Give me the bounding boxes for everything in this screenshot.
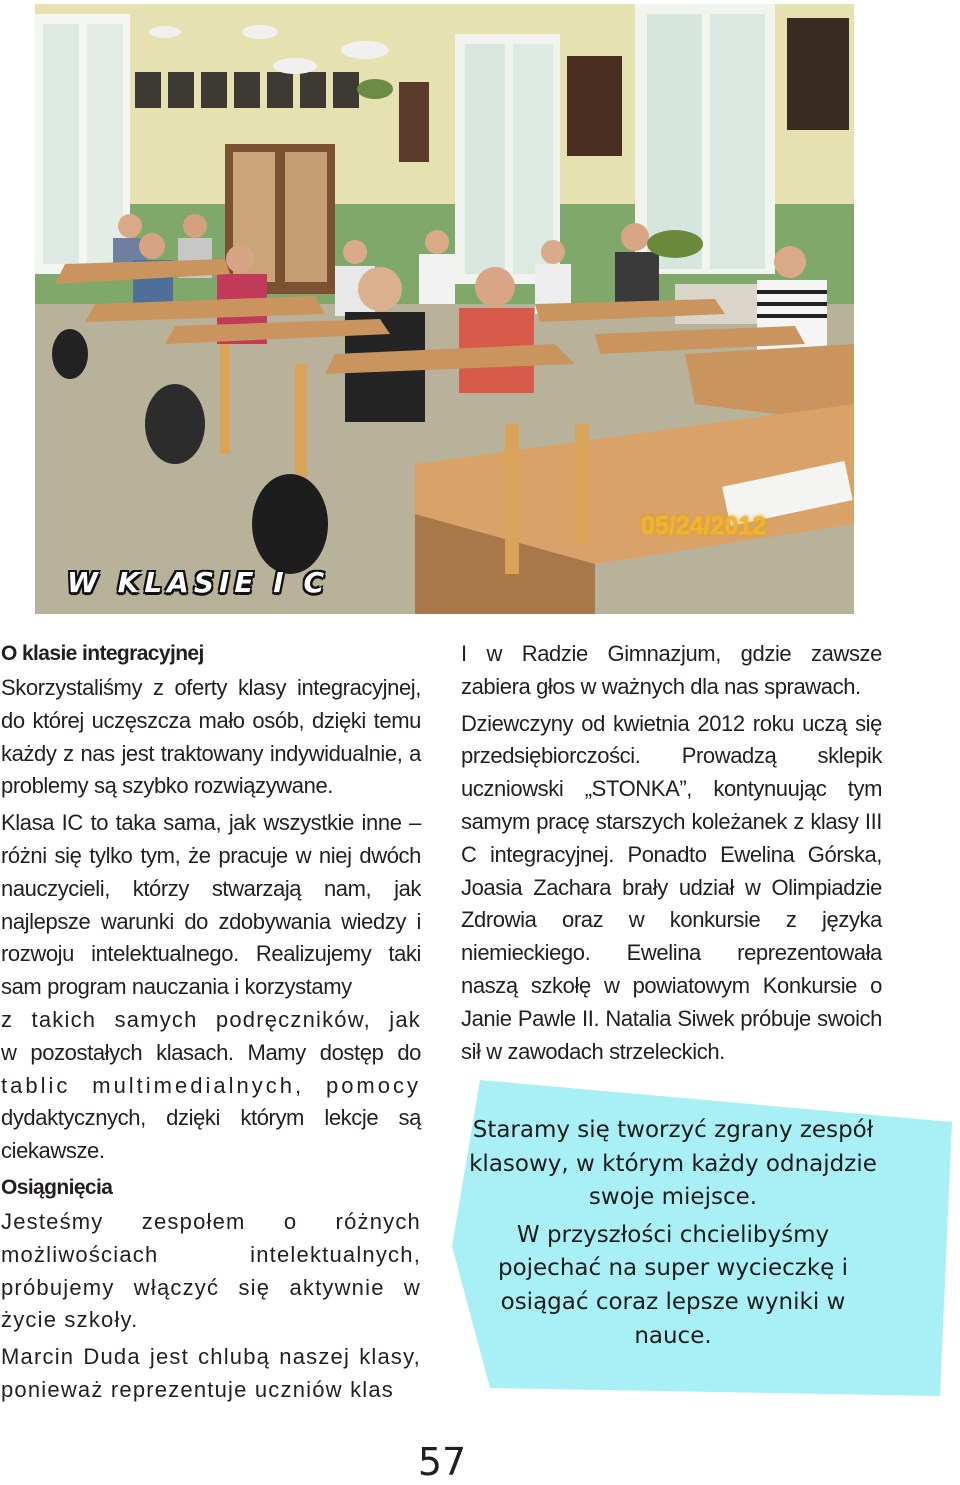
paragraph-girls: Dziewczyny od kwietnia 2012 roku uczą się przedsiębiorczości. Prowadzą sklepik uczniowski „STONKA”, kontynuując tym samym pracę starszych koleżanek z klasy III C integracyjnej. Ponadto Ewelina Górska, Joasia Zachara brały udział w Olimpiadzie Zdrowia oraz w konkursie z języka niemieckiego. Ewelina reprezentowała naszą szkołę w powiatowym Konkursie o Janie Pawle II. Natalia Siwek próbuje swoich sił w zawodach strzeleckich.: [461, 710, 882, 1064]
callout-text: [468, 1114, 878, 1353]
paragraph-team: Jesteśmy zespołem o różnych możliwościach intelektualnych, próbujemy włączyć się aktywnie w życie szkoły.: [1, 1208, 421, 1333]
callout-paragraph-team: Staramy się tworzyć zgrany zespół klasowy, w którym każdy odnajdzie swoje miejsce.: [469, 1117, 877, 1211]
paragraph-class-description-c: w pozostałych klasach. Mamy dostęp do: [1, 1039, 421, 1065]
paragraph-class-description-e: dydaktycznych, dzięki którym lekcje są ciekawsze.: [1, 1105, 421, 1164]
paragraph-class-description-d: tablic multimedialnych, pomocy: [1, 1072, 421, 1098]
heading-achievements: Osiągnięcia: [1, 1175, 113, 1199]
page-number: 57: [417, 1440, 467, 1484]
right-column: [461, 638, 882, 1072]
callout-paragraph-future: W przyszłości chcielibyśmy pojechać na super wycieczkę i osiągać coraz lepsze wyniki w nauce.: [497, 1221, 849, 1349]
left-column: [1, 638, 421, 1411]
paragraph-class-description-a: Klasa IC to taka sama, jak wszystkie inne – różni się tylko tym, że pracuje w niej dwóch nauczycieli, którzy stwarzają nam, jak najlepsze warunki do zdobywania wiedzy i rozwoju intelektualnego. Realizujemy taki sam program nauczania i korzystamy: [1, 810, 421, 1000]
photo-title: W KLASIE I C: [67, 566, 330, 599]
paragraph-class-description: [1, 807, 421, 1004]
paragraph-marcin: Marcin Duda jest chlubą naszej klasy, ponieważ reprezentuje uczniów klas: [1, 1344, 421, 1402]
paragraph-class-description-b: z takich samych podręczników, jak: [1, 1006, 421, 1032]
photo-date-stamp: 05/24/2012: [641, 512, 767, 540]
heading-class-integration: O klasie integracyjnej: [1, 642, 204, 665]
paragraph-council: I w Radzie Gimnazjum, gdzie zawsze zabiera głos w ważnych dla nas sprawach.: [461, 641, 882, 699]
paragraph-offer: Skorzystaliśmy z oferty klasy integracyjnej, do której uczęszcza mało osób, dzięki temu każdy z nas jest traktowany indywidualnie, a problemy są szybko rozwiązywane.: [1, 675, 421, 799]
classroom-photo: [35, 4, 854, 614]
